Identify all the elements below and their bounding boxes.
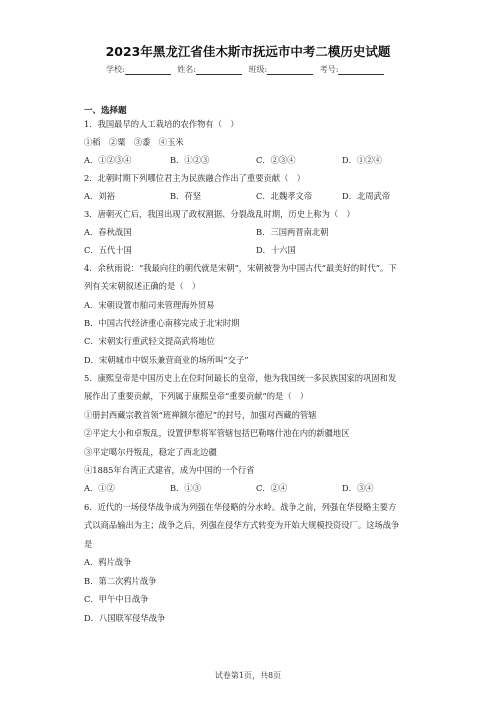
question-1-items: ①稻 ②粟 ③黍 ④玉米	[84, 137, 184, 147]
q5-item-4: ④1885年台湾正式建省，成为中国的一个行省	[84, 465, 255, 475]
name-label: 姓名:	[177, 65, 196, 74]
q6-option-a[interactable]: A．鸦片战争	[84, 557, 132, 567]
question-6-stem-line3: 是	[84, 539, 93, 549]
q2-option-d[interactable]: D．北周武帝	[342, 191, 391, 201]
school-blank[interactable]	[125, 64, 171, 75]
q6-option-c[interactable]: C．甲午中日战争	[84, 594, 149, 604]
class-label: 班级:	[248, 65, 268, 74]
question-1-stem: 1．我国最早的人工栽培的农作物有（ ）	[84, 119, 239, 129]
q5-item-2: ②平定大小和卓叛乱，设置伊犁将军管辖包括巴勒喀什池在内的新疆地区	[84, 428, 350, 438]
q4-option-c[interactable]: C．宋朝实行重武轻文提高武将地位	[84, 336, 215, 346]
q5-option-b[interactable]: B．①③	[170, 483, 201, 493]
question-6-stem-line1: 6．近代的一场侵华战争成为列强在华侵略的分水岭。战争之前，列强在华侵略主要方	[84, 502, 397, 512]
question-5-stem-line2: 展作出了重要贡献，下列属于康熙皇帝“重要贡献”的是（ ）	[84, 391, 309, 401]
q5-item-1: ①册封西藏宗教首领“班禅额尔德尼”的封号，加强对西藏的管辖	[84, 410, 317, 420]
class-blank[interactable]	[267, 64, 313, 75]
page-footer: 试卷第1页，共8页	[214, 671, 282, 680]
q1-option-b[interactable]: B．①②③	[170, 155, 210, 165]
q5-option-c[interactable]: C．②④	[256, 483, 288, 493]
q3-option-d[interactable]: D．十六国	[256, 245, 296, 255]
q2-option-b[interactable]: B．苻坚	[170, 191, 201, 201]
number-blank[interactable]	[338, 64, 384, 75]
q4-option-b[interactable]: B．中国古代经济重心南移完成于北宋时期	[84, 318, 240, 328]
question-3-stem: 3．唐朝灭亡后，我国出现了政权割据、分裂战乱时期，历史上称为（ ）	[84, 209, 355, 219]
question-5-stem-line1: 5．康熙皇帝是中国历史上在位时间最长的皇帝，他为我国统一多民族国家的巩固和发	[84, 373, 397, 383]
question-6-stem-line2: 式以商品输出为主；战争之后，列强在侵华方式转变为开始大规模投资设厂。这场战争	[84, 520, 400, 530]
q1-option-c[interactable]: C．②③④	[256, 155, 296, 165]
q1-option-a[interactable]: A．①②③④	[84, 155, 132, 165]
q4-option-d[interactable]: D．宋朝城市中娱乐兼营商业的场所叫“交子”	[84, 355, 249, 365]
section-heading: 一、选择题	[84, 106, 127, 116]
q5-option-d[interactable]: D．③④	[342, 483, 374, 493]
q2-option-a[interactable]: A．刘裕	[84, 191, 115, 201]
q6-option-b[interactable]: B．第二次鸦片战争	[84, 576, 157, 586]
q6-option-d[interactable]: D．八国联军侵华战争	[84, 613, 166, 623]
student-info-row	[106, 64, 388, 75]
q4-option-a[interactable]: A．宋朝设置市舶司来管理海外贸易	[84, 300, 215, 310]
question-4-stem-line1: 4．余秋雨说：“我最向往的朝代就是宋朝”，宋朝被誉为中国古代“最美好的时代”。下	[84, 263, 397, 273]
q5-option-a[interactable]: A．①②	[84, 483, 115, 493]
exam-title: 2023年黑龙江省佳木斯市抚远市中考二模历史试题	[105, 44, 391, 59]
q3-option-a[interactable]: A．春秋战国	[84, 227, 132, 237]
question-4-stem-line2: 列有关宋朝叙述正确的是（ ）	[84, 281, 201, 291]
name-blank[interactable]	[196, 64, 242, 75]
number-label: 考号:	[319, 65, 339, 74]
q3-option-c[interactable]: C．五代十国	[84, 245, 132, 255]
question-2-stem: 2．北朝时期下列哪位君主为民族融合作出了重要贡献（ ）	[84, 173, 305, 183]
q5-item-3: ③平定噶尔丹叛乱，稳定了西北边疆	[84, 447, 217, 457]
school-label: 学校:	[106, 65, 125, 74]
q2-option-c[interactable]: C．北魏孝文帝	[256, 191, 313, 201]
q1-option-d[interactable]: D．①②④	[342, 155, 382, 165]
q3-option-b[interactable]: B．三国两晋南北朝	[256, 227, 329, 237]
